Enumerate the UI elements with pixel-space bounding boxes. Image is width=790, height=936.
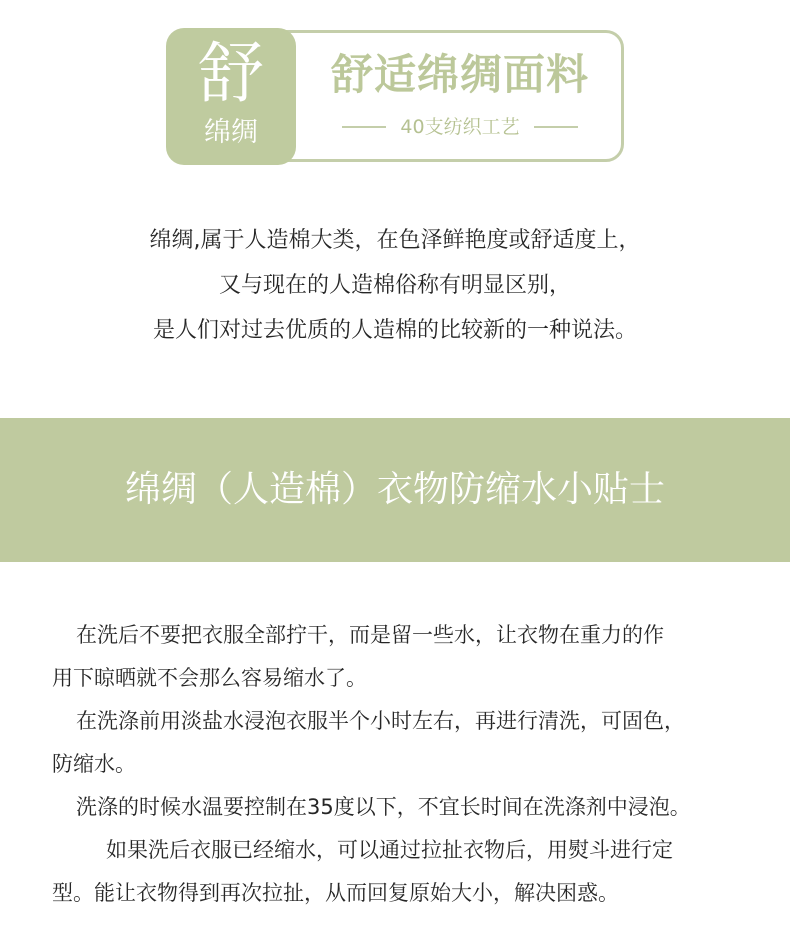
tip-line: 如果洗后衣服已经缩水，可以通过拉扯衣物后，用熨斗进行定	[106, 838, 673, 862]
badge-char: 舒	[198, 35, 264, 112]
tip-line: 防缩水。	[52, 752, 136, 776]
badge-tagline-row	[296, 112, 624, 142]
tagline-left-rule	[342, 126, 386, 128]
banner-title: 绵绸（人造棉）衣物防缩水小贴士	[124, 469, 665, 510]
tips-paragraph	[52, 614, 752, 915]
tip-line: 用下晾晒就不会那么容易缩水了。	[52, 666, 367, 690]
badge-subtitle: 绵绸	[204, 117, 258, 148]
tip-line: 在洗涤前用淡盐水浸泡衣服半个小时左右，再进行清洗，可固色，	[76, 709, 685, 733]
intro-paragraph	[0, 218, 790, 353]
badge-title: 舒适绵绸面料	[330, 50, 589, 99]
intro-line: 是人们对过去优质的人造棉的比较新的一种说法。	[152, 318, 637, 343]
section-banner	[0, 418, 790, 562]
intro-line: 绵绸,属于人造棉大类，在色泽鲜艳度或舒适度上，	[149, 228, 641, 253]
tagline-right-rule	[534, 126, 578, 128]
badge-tagline: 40支纺织工艺	[400, 116, 520, 138]
tip-line: 在洗后不要把衣服全部拧干，而是留一些水，让衣物在重力的作	[76, 623, 664, 647]
tip-line: 型。能让衣物得到再次拉扯，从而回复原始大小，解决困惑。	[52, 881, 619, 905]
intro-line: 又与现在的人造棉俗称有明显区别，	[218, 273, 571, 298]
tip-line: 洗涤的时候水温要控制在35度以下，不宜长时间在洗涤剂中浸泡。	[76, 795, 691, 819]
